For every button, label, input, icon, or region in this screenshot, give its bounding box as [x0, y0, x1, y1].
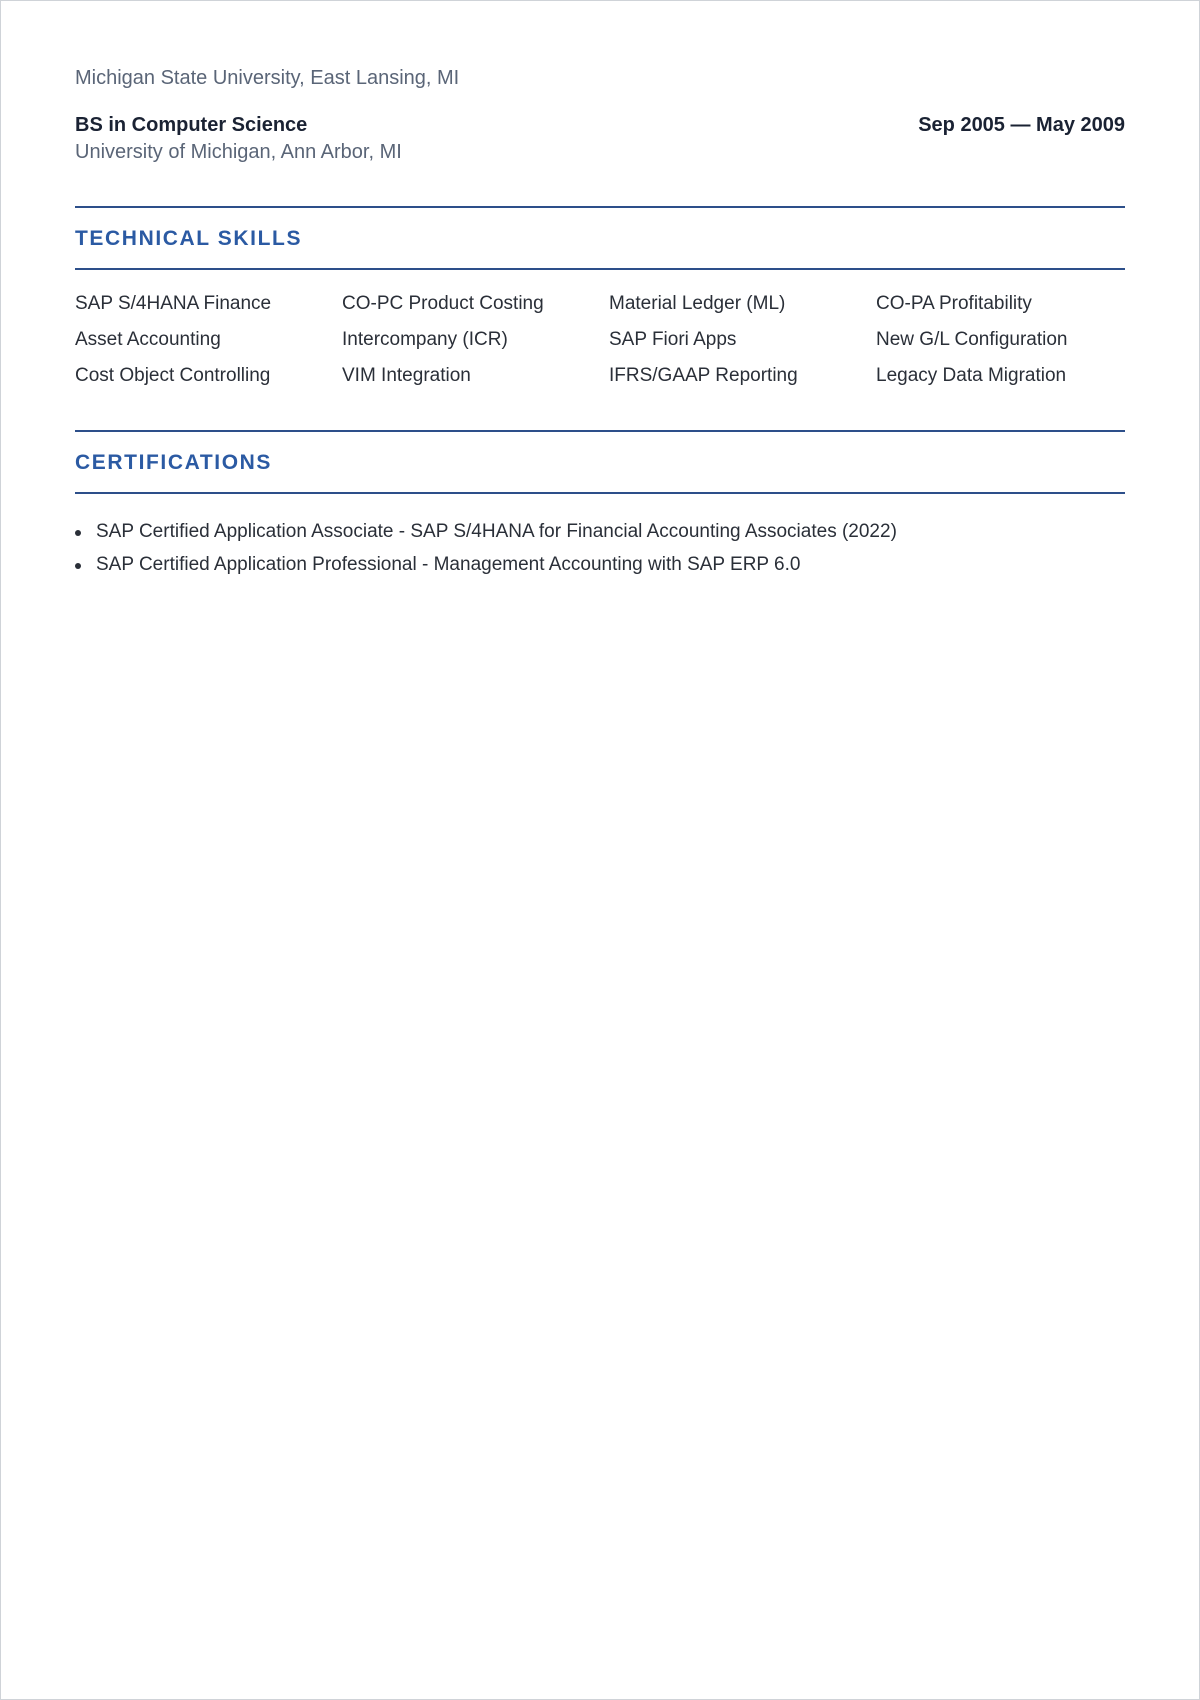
skill-item: New G/L Configuration	[876, 329, 1068, 350]
skill-item: IFRS/GAAP Reporting	[609, 365, 798, 386]
skill-item: SAP S/4HANA Finance	[75, 293, 272, 314]
certification-text: SAP Certified Application Professional - Management Accounting with SAP ERP 6.0	[96, 554, 801, 575]
skill-item: CO-PC Product Costing	[342, 293, 544, 314]
skills-top-divider	[75, 206, 1125, 208]
certifications-top-divider	[75, 430, 1125, 432]
certification-item	[75, 552, 1125, 585]
education-previous-institution: Michigan State University, East Lansing, MI	[75, 67, 460, 89]
bullet-icon	[75, 563, 81, 569]
education-degree: BS in Computer Science	[75, 114, 308, 136]
bullet-icon	[75, 530, 81, 536]
skills-bottom-divider	[75, 268, 1125, 270]
skill-item: VIM Integration	[342, 365, 471, 386]
certifications-list	[75, 519, 1125, 585]
certifications-section-title: CERTIFICATIONS	[75, 451, 273, 474]
skills-section-title: TECHNICAL SKILLS	[75, 227, 303, 250]
skill-item: CO-PA Profitability	[876, 293, 1032, 314]
education-entry	[75, 114, 1125, 170]
certification-item	[75, 519, 1125, 552]
skill-item: Material Ledger (ML)	[609, 293, 786, 314]
skill-item: Asset Accounting	[75, 329, 221, 350]
skill-item: Legacy Data Migration	[876, 365, 1067, 386]
skill-item: SAP Fiori Apps	[609, 329, 737, 350]
certification-text: SAP Certified Application Associate - SAP S/4HANA for Financial Accounting Associates (2022)	[96, 521, 897, 542]
skill-item: Cost Object Controlling	[75, 365, 271, 386]
skills-grid	[75, 291, 1125, 399]
certifications-bottom-divider	[75, 492, 1125, 494]
education-dates: Sep 2005 — May 2009	[918, 114, 1125, 136]
education-school: University of Michigan, Ann Arbor, MI	[75, 141, 402, 163]
skill-item: Intercompany (ICR)	[342, 329, 508, 350]
